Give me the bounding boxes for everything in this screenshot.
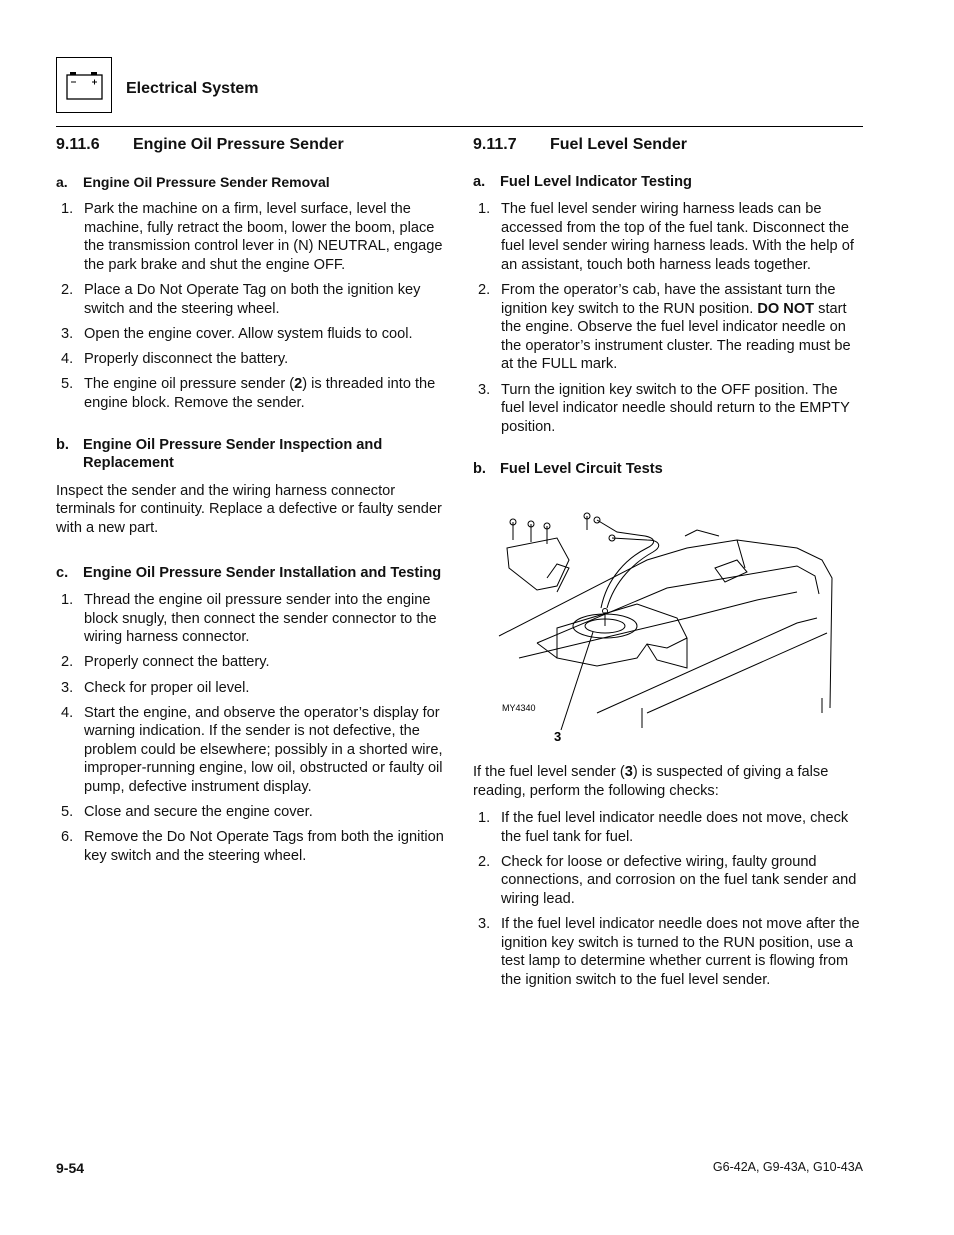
list-item — [56, 200, 446, 274]
item-number: 4. — [61, 704, 74, 721]
circuit-checks — [473, 809, 863, 989]
item-text: Check for proper oil level. — [84, 679, 250, 696]
item-number: 3. — [61, 679, 74, 696]
subsection-letter: b. — [473, 460, 486, 477]
item-text: Place a Do Not Operate Tag on both the ignition key switch and the steering wheel. — [84, 282, 421, 317]
item-text: Check for loose or defective wiring, faulty ground connections, and corrosion on the fuel tank sender and wiring lead. — [501, 853, 857, 908]
item-text — [501, 281, 863, 374]
right-heading-title: Fuel Level Sender — [550, 136, 687, 153]
model-numbers: G6-42A, G9-43A, G10-43A — [712, 1160, 863, 1174]
text-run: If the fuel level sender ( — [473, 764, 625, 780]
subsection-letter: a. — [473, 173, 486, 190]
left-heading — [56, 136, 446, 155]
right-heading-number: 9.11.7 — [473, 136, 517, 153]
list-item — [56, 350, 446, 369]
battery-icon-box — [56, 57, 112, 113]
subsection-letter: b. — [56, 436, 69, 453]
text-run: The engine oil pressure sender ( — [84, 375, 295, 392]
fuel-tank-figure — [497, 508, 835, 748]
header-rule — [56, 126, 863, 127]
list-item — [56, 281, 446, 318]
subsection-title: Engine Oil Pressure Sender Removal — [83, 173, 330, 190]
item-text: If the fuel level indicator needle does not move after the ignition key switch is turned to the RUN position, use a test lamp to determine whether current is flowing from the ignition switch to the fuel level sender. — [501, 916, 860, 988]
item-text — [84, 375, 446, 412]
indicator-test-steps — [473, 200, 863, 436]
list-item — [473, 381, 863, 437]
item-number: 3. — [478, 916, 491, 933]
right-column-lower — [473, 763, 863, 996]
subsection-title: Engine Oil Pressure Sender Inspection and Replacement — [83, 436, 383, 472]
subsection-letter: a. — [56, 173, 68, 190]
subsection-title: Engine Oil Pressure Sender Installation and Testing — [83, 564, 442, 581]
warning-text: DO NOT — [757, 300, 815, 317]
item-number: 4. — [61, 350, 74, 367]
list-item — [56, 704, 446, 797]
item-number: 3. — [61, 325, 74, 342]
subsection-letter: c. — [56, 564, 69, 581]
figure-id: MY4340 — [502, 703, 536, 713]
item-text: Start the engine, and observe the operator’s display for warning indication. If the sender is not defective, the problem could be elsewhere; possibly in a shorted wire, improper-running engine, low oil, obstructed or faulty oil pump, defective instrument display. — [84, 704, 443, 796]
subsection-b-heading — [473, 460, 863, 479]
list-item — [56, 679, 446, 698]
subsection-a-heading — [473, 173, 863, 192]
page-number: 9-54 — [56, 1160, 85, 1176]
callout-ref: 3 — [624, 764, 633, 780]
item-text: Thread the engine oil pressure sender into the engine block snugly, then connect the sender connector to the wiring harness connector. — [84, 592, 437, 646]
item-number: 2. — [61, 282, 74, 299]
text-run: ) is suspected of giving a false reading, perform the following checks: — [473, 764, 829, 799]
item-number: 5. — [61, 375, 74, 392]
subsection-title: Fuel Level Circuit Tests — [500, 460, 663, 477]
list-item — [56, 591, 446, 647]
left-heading-title: Engine Oil Pressure Sender — [133, 136, 344, 153]
left-heading-number: 9.11.6 — [56, 136, 100, 153]
subsection-title: Fuel Level Indicator Testing — [500, 173, 692, 190]
list-item — [56, 828, 446, 865]
left-column — [56, 136, 446, 872]
figure-callout: 3 — [554, 729, 562, 744]
item-text: Open the engine cover. Allow system fluids to cool. — [84, 325, 413, 342]
item-text: If the fuel level indicator needle does not move, check the fuel tank for fuel. — [501, 810, 849, 845]
item-text: Remove the Do Not Operate Tags from both the ignition key switch and the steering wheel. — [84, 829, 444, 864]
removal-steps — [56, 200, 446, 412]
text-run: From the operator’s cab, have the assistant turn the ignition key switch to the RUN position. — [501, 282, 836, 317]
item-number: 6. — [61, 829, 74, 846]
item-number: 2. — [478, 282, 491, 299]
item-number: 1. — [478, 810, 491, 827]
right-column — [473, 136, 863, 487]
list-item — [56, 375, 446, 412]
list-item — [56, 325, 446, 344]
item-text: Properly disconnect the battery. — [84, 350, 289, 367]
item-number: 1. — [61, 592, 74, 609]
item-number: 5. — [61, 804, 74, 821]
list-item — [473, 809, 863, 846]
list-item — [56, 803, 446, 822]
text-run: ) is threaded into the engine block. Remove the sender. — [84, 375, 436, 411]
item-number: 2. — [61, 654, 74, 671]
text-run: start the engine. Observe the fuel level indicator needle on the operator’s instrument cluster. The reading must be at the FULL mark. — [501, 300, 851, 373]
subsection-c-heading — [56, 564, 446, 583]
item-number: 2. — [478, 853, 491, 870]
subsection-b-heading — [56, 436, 446, 473]
section-title: Electrical System — [126, 80, 259, 97]
checks-intro — [473, 763, 863, 800]
list-item — [473, 281, 863, 374]
item-text: Turn the ignition key switch to the OFF position. The fuel level indicator needle should return to the EMPTY position. — [501, 381, 850, 435]
subsection-a-heading — [56, 173, 446, 192]
battery-icon — [57, 58, 111, 112]
item-number: 1. — [61, 201, 74, 218]
right-heading — [473, 136, 863, 155]
list-item — [473, 853, 863, 909]
item-text: Close and secure the engine cover. — [84, 804, 313, 821]
list-item — [473, 200, 863, 274]
item-number: 1. — [478, 201, 491, 218]
item-text: Park the machine on a firm, level surface, level the machine, fully retract the boom, lower the boom, place the transmission control lever in (N) NEUTRAL, engage the park brake and shut the engine OFF. — [84, 201, 443, 273]
installation-steps — [56, 591, 446, 865]
inspection-paragraph: Inspect the sender and the wiring harness connector terminals for continuity. Replace a defective or faulty sender with a new part. — [56, 482, 442, 536]
callout-ref: 2 — [294, 375, 303, 392]
list-item — [56, 653, 446, 672]
item-text: Properly connect the battery. — [84, 654, 270, 671]
item-text: The fuel level sender wiring harness leads can be accessed from the top of the fuel tank. Disconnect the fuel level sender wiring harness leads. With the help of an assistant, touch both harness leads together. — [501, 201, 854, 273]
list-item — [473, 915, 863, 989]
fuel-tank-illustration — [497, 508, 835, 748]
item-number: 3. — [478, 381, 491, 398]
